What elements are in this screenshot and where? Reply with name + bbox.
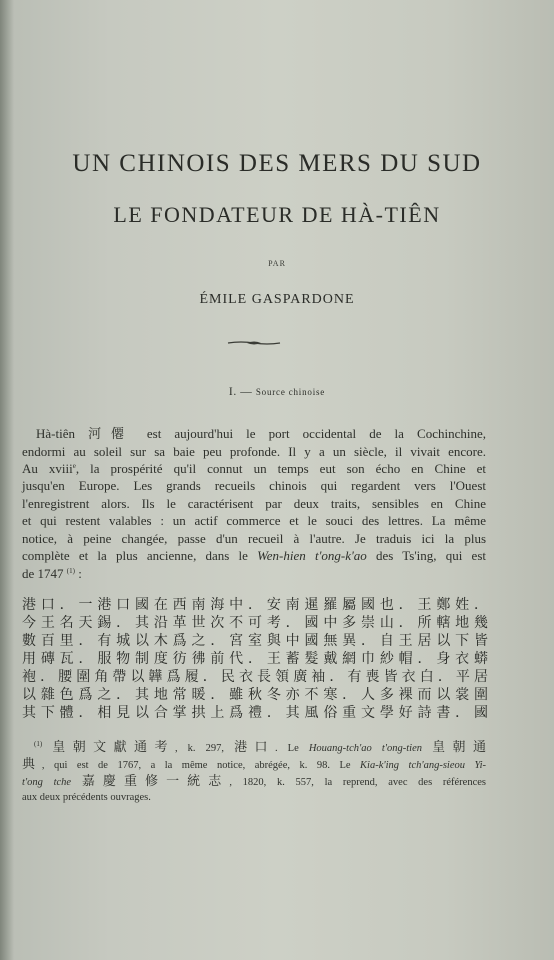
superscript: e <box>72 462 76 470</box>
footnote-line <box>22 775 486 790</box>
chinese-term: 皇朝通 <box>432 740 486 755</box>
ornament-divider-icon <box>227 339 281 347</box>
text-run: , la prospérité qu'il connut un temps eut son écho en Chine et <box>75 461 486 476</box>
text-run: Au xviii <box>22 461 73 476</box>
chinese-text-line: 其下體．相見以合掌拱上爲禮．其風俗重文學好詩書．國 <box>22 705 488 721</box>
chinese-term: 嘉慶重修一統志 <box>81 774 230 789</box>
text-run <box>71 777 82 788</box>
footnote-line <box>22 758 486 773</box>
section-title: Source chinoise <box>255 387 326 397</box>
italic-title: Wen-hien t'ong-k'ao <box>257 548 367 563</box>
text-run: aux deux précédents ouvrages. <box>22 792 151 803</box>
text-run: et qui restent valables : un actif commerce et le souci des lettres. La même <box>22 513 486 528</box>
superscript: (1) <box>34 740 43 748</box>
text-run: notice, à peine changée, passe d'un recueil à l'autre. Je traduis ici la plus <box>22 531 486 546</box>
paragraph-line <box>22 565 486 582</box>
article-title-line-2: LE FONDATEUR DE HÀ-TIÊN <box>113 202 441 227</box>
chinese-text-line: 用磚瓦．服物制度彷彿前代．王蓄髮戴網巾紗帽．身衣蟒 <box>22 651 488 667</box>
chinese-text-line: 袍．腰圍角帶以韡爲履．民衣長領廣袖．有喪皆衣白．平居 <box>22 669 488 685</box>
chinese-text-line: 以雜色爲之．其地常暖．雖秋冬亦不寒．人多裸而以裳圍 <box>22 687 488 703</box>
chinese-term: 港口 <box>234 740 275 755</box>
paragraph-line <box>22 495 486 512</box>
footnote-line <box>22 791 486 805</box>
text-run: endormi au soleil sur sa baie peu profonde. Il y a un siècle, il vivait encore. <box>22 444 486 459</box>
text-run <box>42 743 52 754</box>
article-title-line-1: UN CHINOIS DES MERS DU SUD <box>72 150 482 177</box>
section-number: I. — <box>228 386 256 398</box>
text-run: , k. 297, <box>174 743 235 754</box>
italic-title: t'ong tche <box>22 777 72 788</box>
chinese-text-line: 數百里．有城以木爲之．宮室與中國無異．自王居以下皆 <box>22 633 488 649</box>
author-name: ÉMILE GASPARDONE <box>199 292 355 307</box>
text-run: , 1820, k. 557, la reprend, avec des références <box>229 777 487 788</box>
text-run: . Le <box>274 743 309 754</box>
section-heading <box>0 386 554 398</box>
paragraph-line <box>36 425 486 443</box>
page-gutter-shadow <box>0 0 14 960</box>
chinese-text-line: 港口．一港口國在西南海中．安南暹羅屬國也．王鄭姓． <box>22 597 488 613</box>
chinese-term: 皇朝文獻通考 <box>52 740 175 755</box>
italic-title: Houang-tch'ao t'ong-tien <box>308 743 422 754</box>
chinese-term: 典 <box>22 757 42 772</box>
footnote-line <box>34 741 486 756</box>
paragraph-line <box>22 512 486 529</box>
text-run: complète et la plus ancienne, dans le <box>22 548 258 563</box>
paragraph-line <box>22 477 486 494</box>
paragraph-line <box>22 443 486 460</box>
chinese-term: 河僊 <box>88 427 134 442</box>
text-run: l'enregistrent alors. Ils le caractérisent par deux traits, sensibles en Chine <box>22 496 486 511</box>
text-run <box>422 743 432 754</box>
text-run: des Ts'ing, qui est <box>366 548 487 563</box>
paragraph-line <box>22 547 486 564</box>
paragraph-line <box>22 460 486 477</box>
text-run: est aujourd'hui le port occidental de la Cochinchine, <box>133 426 486 441</box>
chinese-text-line: 今王名天錫．其沿革世次不可考．國中多崇山．所轄地幾 <box>22 615 488 631</box>
superscript: (1) <box>66 567 75 575</box>
text-run: : <box>74 566 82 581</box>
text-run: , qui est de 1767, a la même notice, abrégée, k. 98. Le <box>41 760 361 771</box>
paragraph-line <box>22 530 486 547</box>
text-run: de 1747 <box>22 566 67 581</box>
italic-title: Kia-k'ing tch'ang-sieou Yi- <box>360 760 486 771</box>
byline-par: PAR <box>268 259 286 268</box>
text-run: jusqu'en Europe. Les grands recueils chinois qui regardent vers l'Ouest <box>22 478 486 493</box>
text-run: Hà-tiên <box>36 426 89 441</box>
